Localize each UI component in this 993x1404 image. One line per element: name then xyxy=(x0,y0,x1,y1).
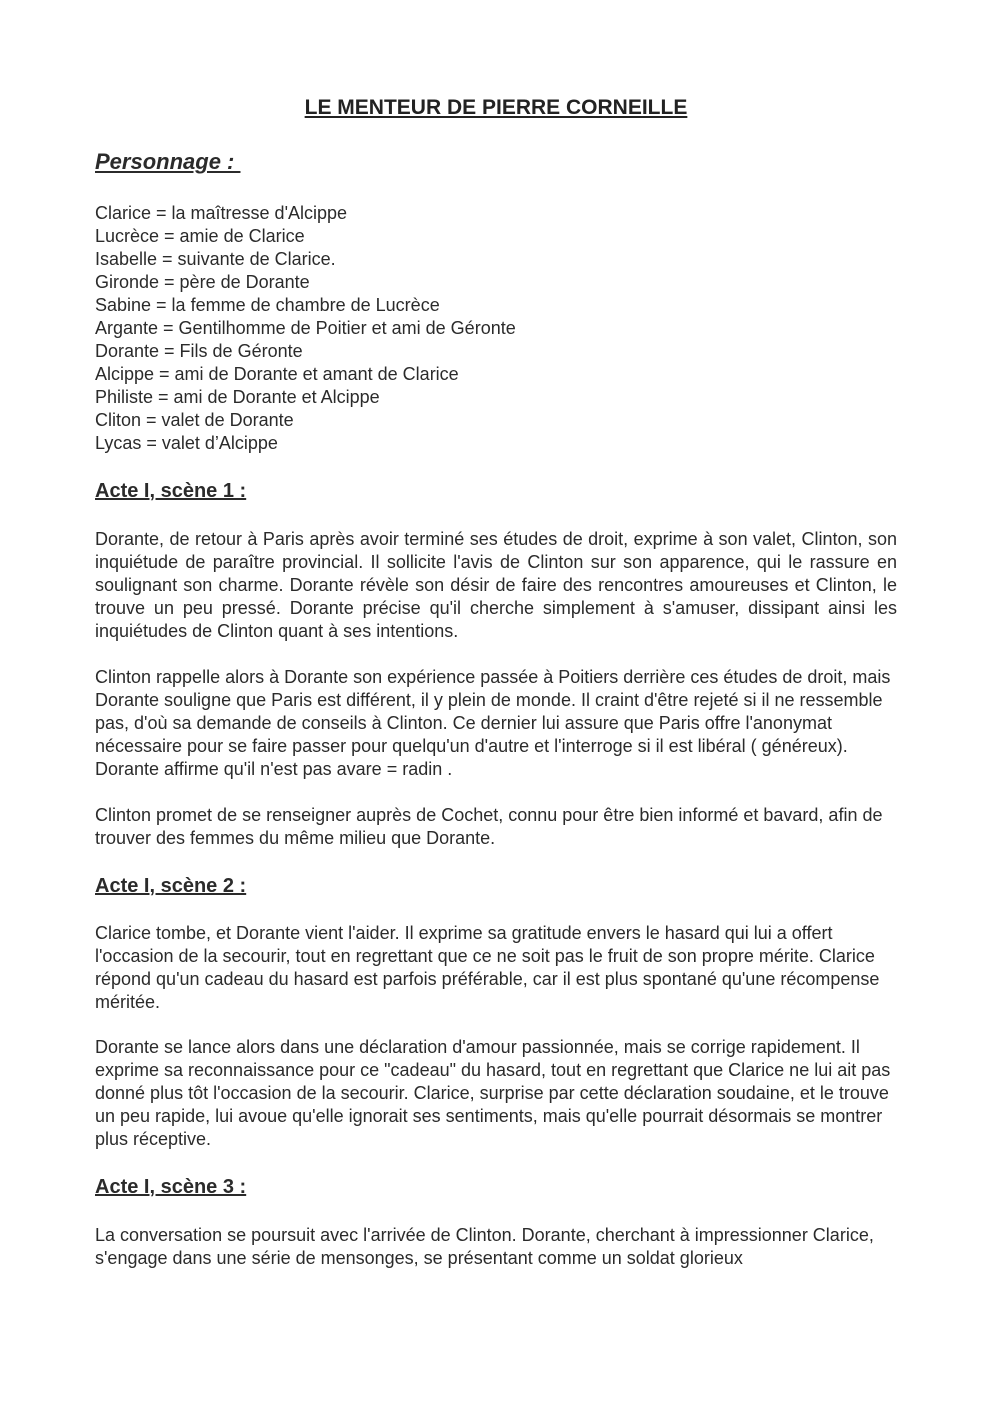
character-entry: Lycas = valet d’Alcippe xyxy=(95,433,278,453)
character-list xyxy=(95,202,516,455)
scene-heading: Acte I, scène 3 : xyxy=(95,1176,247,1198)
document-title: LE MENTEUR DE PIERRE CORNEILLE xyxy=(304,96,688,119)
scene-paragraph: Clarice tombe, et Dorante vient l'aider. Il exprime sa gratitude envers le hasard qui lui a offert l'occasion de la secourir, tout en regrettant que ce ne soit pas le fruit de son propre mérite. Clarice répond qu'un cadeau du hasard est parfois préférable, car il est plus spontané qu'une récompense méritée. xyxy=(95,923,880,1012)
character-entry: Alcippe = ami de Dorante et amant de Clarice xyxy=(95,364,459,384)
scene-paragraph: Dorante, de retour à Paris après avoir terminé ses études de droit, exprime à son valet, Clinton, son inquiétude de paraître provincial. Il sollicite l'avis de Clinton sur son apparence, qui le rassure en soulignant son charme. Dorante révèle son désir de faire des rencontres amoureuses et Clinton, le trouve un peu pressé. Dorante précise qu'il cherche simplement à s'amuser, dissipant ainsi les inquiétudes de Clinton quant à ses intentions. xyxy=(95,529,897,641)
character-entry: Clarice = la maîtresse d'Alcippe xyxy=(95,203,348,223)
character-entry: Isabelle = suivante de Clarice. xyxy=(95,249,336,269)
scene-paragraph: Clinton promet de se renseigner auprès de Cochet, connu pour être bien informé et bavard, afin de trouver des femmes du même milieu que Dorante. xyxy=(95,805,883,848)
scene-paragraph: La conversation se poursuit avec l'arrivée de Clinton. Dorante, cherchant à impressionner Clarice, s'engage dans une série de mensonges, se présentant comme un soldat glorieux xyxy=(95,1225,874,1268)
character-entry: Lucrèce = amie de Clarice xyxy=(95,226,305,246)
scene-paragraph: Clinton rappelle alors à Dorante son expérience passée à Poitiers derrière ces études de droit, mais Dorante souligne que Paris est différent, il y plein de monde. Il craint d'être rejeté si il ne ressemble pas, d'où sa demande de conseils à Clinton. Ce dernier lui assure que Paris offre l'anonymat nécessaire pour se faire passer pour quelqu'un d'autre et l'interroge si il est libéral ( généreux). Dorante affirme qu'il n'est pas avare = radin . xyxy=(95,667,891,779)
characters-heading: Personnage : xyxy=(95,149,241,174)
scene-paragraph: Dorante se lance alors dans une déclaration d'amour passionnée, mais se corrige rapidement. Il exprime sa reconnaissance pour ce "cadeau" du hasard, tout en regrettant que Clarice ne lui ait pas donné plus tôt l'occasion de la secourir. Clarice, surprise par cette déclaration soudaine, et le trouve un peu rapide, lui avoue qu'elle ignorait ses sentiments, mais qu'elle pourrait désormais se montrer plus réceptive. xyxy=(95,1037,891,1149)
character-entry: Cliton = valet de Dorante xyxy=(95,410,294,430)
character-entry: Gironde = père de Dorante xyxy=(95,272,310,292)
character-entry: Dorante = Fils de Géronte xyxy=(95,341,303,361)
scene-heading: Acte I, scène 1 : xyxy=(95,480,247,502)
character-entry: Sabine = la femme de chambre de Lucrèce xyxy=(95,295,440,315)
character-entry: Argante = Gentilhomme de Poitier et ami de Géronte xyxy=(95,318,516,338)
character-entry: Philiste = ami de Dorante et Alcippe xyxy=(95,387,380,407)
scene-heading: Acte I, scène 2 : xyxy=(95,875,247,897)
